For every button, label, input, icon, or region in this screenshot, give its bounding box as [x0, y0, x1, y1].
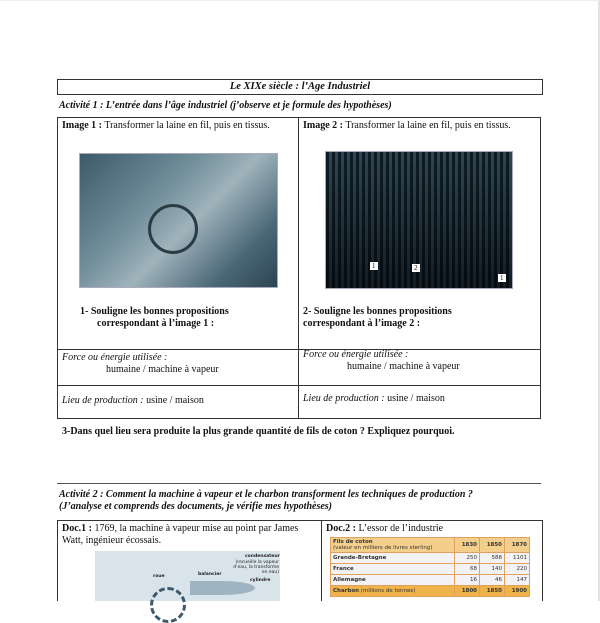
place-label: Lieu de production :: [62, 395, 144, 406]
activity2-title-line2: (J’analyse et comprends des documents, je vérifie mes hypothèses): [59, 501, 333, 512]
coal-label: [331, 586, 455, 597]
image2-factory-illustration: [325, 151, 513, 289]
table-row: [331, 575, 530, 586]
image1-caption: [58, 118, 298, 134]
place-label: Lieu de production :: [303, 393, 385, 404]
question2-line2: correspondant à l’image 2 :: [303, 318, 421, 329]
cell: 1101: [505, 553, 530, 564]
page-title: [57, 79, 543, 95]
year-1850: 1850: [480, 538, 505, 553]
spinning-wheel-shape: [148, 204, 198, 254]
doc2-label: Doc.2 :: [326, 523, 356, 534]
activity2-title: [59, 489, 473, 513]
image1-energy: [58, 350, 298, 378]
year-1870: 1870: [505, 538, 530, 553]
question2-line1: 2- Souligne les bonnes propositions: [303, 306, 452, 317]
image1-place: [58, 393, 298, 409]
cell: 1850: [480, 586, 505, 597]
label-condenseur: condensateur: [245, 554, 280, 559]
header-label: [331, 538, 455, 553]
gear-wheel-shape: [150, 587, 186, 623]
activity2-grid: [57, 520, 543, 601]
image1-label: Image 1 :: [62, 120, 102, 131]
energy-choices[interactable]: humaine / machine à vapeur: [347, 361, 460, 372]
image1-caption-text: Transformer la laine en fil, puis en tissus.: [102, 120, 270, 131]
doc2-caption-text: L’essor de l’industrie: [356, 523, 444, 534]
coal-row: [331, 586, 530, 597]
row-label: Grande-Bretagne: [331, 553, 455, 564]
label-roue: roue: [153, 574, 165, 579]
place-choices[interactable]: usine / maison: [143, 395, 204, 406]
header-sub-text: (valeur en milliers de livres sterling): [333, 545, 433, 551]
place-choices[interactable]: usine / maison: [384, 393, 445, 404]
row-label: France: [331, 564, 455, 575]
label-balancier: balancier: [198, 572, 222, 577]
image2-caption-text: Transformer la laine en fil, puis en tissus.: [343, 120, 511, 131]
question1-line1: 1- Souligne les bonnes propositions: [80, 306, 229, 317]
cell: 1800: [455, 586, 480, 597]
activity1-grid: [57, 117, 541, 419]
marker-2: 2: [414, 264, 418, 272]
activity2-title-line1: Activité 2 : Comment la machine à vapeur et le charbon transforment les techniques de production ?: [59, 489, 473, 500]
cell: 16: [455, 575, 480, 586]
section-divider: [57, 483, 541, 484]
cell: 220: [505, 564, 530, 575]
cell: 68: [455, 564, 480, 575]
image1-spinning-wheel-illustration: [79, 153, 278, 288]
table-header-row: [331, 538, 530, 553]
steam-engine-diagram: [95, 551, 280, 601]
cell: 250: [455, 553, 480, 564]
label-cylindre: cylindre: [250, 578, 271, 583]
row-label: Allemagne: [331, 575, 455, 586]
image2-energy: [299, 347, 539, 375]
question2: [299, 304, 539, 332]
energy-label: Force ou énergie utilisée :: [62, 352, 168, 363]
marker-1: 1: [372, 262, 376, 270]
industry-table: [330, 537, 530, 597]
image2-caption: [299, 118, 539, 134]
cell: 147: [505, 575, 530, 586]
coal-label-text: Charbon: [333, 588, 360, 594]
cell: 140: [480, 564, 505, 575]
image2-place: [299, 391, 539, 407]
title-text: Le XIXe siècle : l’Age Industriel: [229, 81, 371, 92]
cell: 1900: [505, 586, 530, 597]
year-1830: 1830: [455, 538, 480, 553]
table-row: [331, 564, 530, 575]
label-condenseur-note: (recueille la vapeur d’eau, la transforme en eau): [233, 560, 279, 575]
row-divider: [58, 385, 540, 386]
doc1-label: Doc.1 :: [62, 523, 92, 534]
cell: 46: [480, 575, 505, 586]
activity1-title: Activité 1 : L’entrée dans l’âge industriel (j’observe et je formule des hypothèses): [59, 100, 392, 111]
energy-label: Force ou énergie utilisée :: [303, 349, 409, 360]
doc1-caption-text: 1769, la machine à vapeur mise au point par James Watt, ingénieur écossais.: [62, 523, 299, 546]
doc2-caption: [322, 521, 540, 537]
coal-unit-text: (millions de tonnes): [359, 588, 416, 594]
question1: [76, 304, 296, 332]
image2-label: Image 2 :: [303, 120, 343, 131]
header-label-text: Fils de coton: [333, 539, 373, 545]
marker-3: 1: [500, 274, 504, 282]
beam-shape: [190, 581, 255, 595]
table-row: [331, 553, 530, 564]
question1-line2: correspondant à l’image 1 :: [97, 318, 215, 329]
cell: 588: [480, 553, 505, 564]
energy-choices[interactable]: humaine / machine à vapeur: [106, 364, 219, 375]
doc1-caption: [58, 521, 320, 549]
question3: 3-Dans quel lieu sera produite la plus grande quantité de fils de coton ? Expliquez pourquoi.: [62, 426, 455, 437]
